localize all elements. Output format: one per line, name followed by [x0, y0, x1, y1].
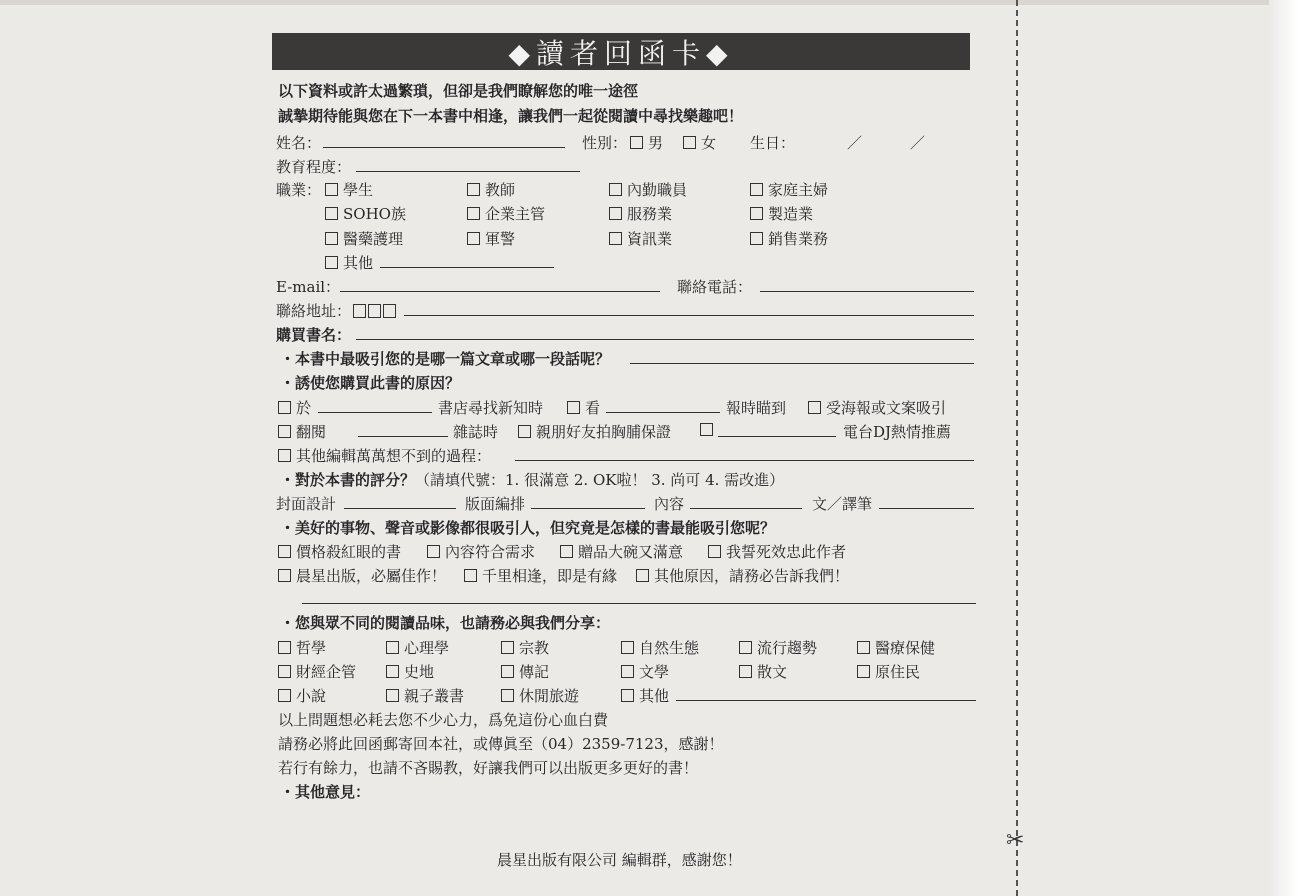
zip-box[interactable]: [353, 304, 366, 318]
rating-cover-label: 封面設計: [276, 495, 337, 513]
appeal-other-field[interactable]: [302, 603, 976, 604]
checkbox-icon[interactable]: [386, 665, 399, 678]
genre-option[interactable]: 文學: [621, 661, 669, 682]
zip-box[interactable]: [368, 304, 381, 318]
closing-line-1: 以上問題想必耗去您不少心力，爲免這份心血白費: [278, 711, 609, 729]
phone-field[interactable]: [760, 291, 974, 292]
appeal-option[interactable]: 內容符合需求: [427, 541, 535, 562]
reason-bookstore[interactable]: 於: [278, 397, 311, 418]
magazine-field[interactable]: [358, 436, 448, 437]
birthday-slash-2: ／: [910, 134, 926, 152]
question-reading-taste: ・您與眾不同的閱讀品味，也請務必與我們分享：: [280, 614, 611, 632]
occupation-option-other[interactable]: 其他: [325, 252, 373, 273]
reason-magazine[interactable]: 翻閱: [278, 421, 326, 442]
checkbox-icon[interactable]: [750, 232, 763, 245]
rating-content-label: 內容: [654, 495, 685, 513]
checkbox-icon[interactable]: [467, 207, 480, 220]
checkbox-icon[interactable]: [278, 641, 291, 654]
genre-option[interactable]: 流行趨勢: [739, 637, 817, 658]
checkbox-icon[interactable]: [857, 641, 870, 654]
reason-radio[interactable]: [700, 421, 718, 439]
occupation-option[interactable]: 學生: [325, 179, 373, 200]
name-field[interactable]: [323, 147, 565, 148]
genre-option[interactable]: 史地: [386, 661, 434, 682]
radio-field[interactable]: [718, 436, 836, 437]
checkbox-icon[interactable]: [739, 641, 752, 654]
reason-friends[interactable]: 親朋好友拍胸脯保證: [518, 421, 671, 442]
page-top-edge: [0, 0, 1299, 5]
genre-option[interactable]: 休閒旅遊: [501, 685, 579, 706]
checkbox-icon[interactable]: [501, 641, 514, 654]
checkbox-icon[interactable]: [700, 423, 713, 436]
page-right-edge: [1269, 0, 1299, 896]
occupation-option[interactable]: 教師: [467, 179, 515, 200]
address-label: 聯絡地址：: [276, 300, 396, 321]
checkbox-icon[interactable]: [609, 183, 622, 196]
genre-option[interactable]: 宗教: [501, 637, 549, 658]
newspaper-field[interactable]: [606, 412, 720, 413]
checkbox-icon[interactable]: [560, 545, 573, 558]
question-most-attractive: ・本書中最吸引您的是哪一篇文章或哪一段話呢？: [280, 350, 611, 368]
checkbox-icon[interactable]: [501, 689, 514, 702]
occupation-option[interactable]: 家庭主婦: [750, 179, 828, 200]
genre-option[interactable]: 醫療保健: [857, 637, 935, 658]
checkbox-icon[interactable]: [278, 689, 291, 702]
checkbox-icon[interactable]: [750, 183, 763, 196]
appeal-option[interactable]: 我誓死效忠此作者: [708, 541, 846, 562]
checkbox-icon[interactable]: [683, 136, 696, 149]
occupation-option[interactable]: 軍警: [467, 228, 515, 249]
checkbox-icon[interactable]: [467, 232, 480, 245]
genre-option[interactable]: 哲學: [278, 637, 326, 658]
checkbox-icon[interactable]: [750, 207, 763, 220]
checkbox-icon[interactable]: [857, 665, 870, 678]
checkbox-icon[interactable]: [467, 183, 480, 196]
genre-option[interactable]: 親子叢書: [386, 685, 464, 706]
reason-other[interactable]: 其他編輯萬萬想不到的過程：: [278, 445, 491, 466]
occupation-option[interactable]: 製造業: [750, 203, 813, 224]
checkbox-icon[interactable]: [386, 689, 399, 702]
genre-option[interactable]: 傳記: [501, 661, 549, 682]
intro-line-2: 誠摯期待能與您在下一本書中相逢，讓我們一起從閱讀中尋找樂趣吧！: [278, 107, 744, 125]
education-label: 教育程度：: [276, 158, 352, 176]
closing-line-2: 請務必將此回函郵寄回本社，或傳眞至（04）2359-7123，感謝！: [278, 735, 724, 753]
occupation-option[interactable]: 資訊業: [609, 228, 672, 249]
occupation-option[interactable]: SOHO族: [325, 203, 406, 224]
occupation-option[interactable]: 服務業: [609, 203, 672, 224]
genre-option[interactable]: 財經企管: [278, 661, 356, 682]
occupation-option[interactable]: 企業主管: [467, 203, 545, 224]
checkbox-icon[interactable]: [739, 665, 752, 678]
checkbox-icon[interactable]: [621, 689, 634, 702]
reason-magazine-text: 雜誌時: [453, 423, 499, 441]
occupation-option[interactable]: 銷售業務: [750, 228, 828, 249]
occupation-label: 職業：: [276, 181, 322, 199]
checkbox-icon[interactable]: [325, 207, 338, 220]
closing-line-3: 若行有餘力，也請不吝賜教，好讓我們可以出版更多更好的書！: [278, 759, 699, 777]
genre-option[interactable]: 小說: [278, 685, 326, 706]
email-label: E-mail：: [276, 278, 341, 296]
birthday-slash-1: ／: [847, 134, 863, 152]
checkbox-icon[interactable]: [501, 665, 514, 678]
appeal-option[interactable]: 千里相逢，即是有緣: [464, 565, 617, 586]
checkbox-icon[interactable]: [325, 256, 338, 269]
occupation-option[interactable]: 內勤職員: [609, 179, 687, 200]
address-field[interactable]: [404, 315, 974, 316]
reason-bookstore-text: 書店尋找新知時: [438, 399, 544, 417]
checkbox-icon[interactable]: [325, 183, 338, 196]
checkbox-icon[interactable]: [518, 425, 531, 438]
reason-newspaper[interactable]: 看: [567, 397, 600, 418]
card-title: ◆讀者回函卡◆: [272, 33, 970, 70]
question-other-comments: ・其他意見：: [280, 783, 371, 801]
checkbox-icon[interactable]: [808, 401, 821, 414]
bookstore-field[interactable]: [318, 412, 432, 413]
most-attractive-field[interactable]: [630, 363, 974, 364]
intro-line-1: 以下資料或許太過繁瑣，但卻是我們瞭解您的唯一途徑: [278, 82, 639, 100]
genre-option-other[interactable]: 其他: [621, 685, 669, 706]
rating-text-field[interactable]: [879, 508, 974, 509]
rating-content-field[interactable]: [690, 508, 802, 509]
gender-male-option[interactable]: 男: [630, 132, 663, 153]
occupation-other-field[interactable]: [380, 267, 554, 268]
checkbox-icon[interactable]: [609, 207, 622, 220]
birthday-label: 生日：: [750, 134, 796, 152]
genre-option[interactable]: 原住民: [857, 661, 920, 682]
question-purchase-reason: ・誘使您購買此書的原因？: [280, 374, 461, 392]
reason-newspaper-text: 報時瞄到: [726, 399, 787, 417]
genre-option[interactable]: 散文: [739, 661, 787, 682]
appeal-option[interactable]: 其他原因，請務必告訴我們！: [636, 565, 849, 586]
email-field[interactable]: [340, 291, 660, 292]
checkbox-icon[interactable]: [278, 425, 291, 438]
book-title-field[interactable]: [356, 339, 974, 340]
checkbox-icon[interactable]: [427, 545, 440, 558]
name-label: 姓名：: [276, 134, 322, 152]
rating-layout-field[interactable]: [531, 508, 645, 509]
checkbox-icon[interactable]: [278, 665, 291, 678]
reason-radio-text: 電台DJ熱情推薦: [843, 423, 952, 441]
gender-label: 性別：: [582, 134, 628, 152]
scissors-icon: ✂: [1006, 828, 1025, 853]
checkbox-icon[interactable]: [567, 401, 580, 414]
appeal-option[interactable]: 價格殺紅眼的書: [278, 541, 401, 562]
zip-box[interactable]: [383, 304, 396, 318]
rating-cover-field[interactable]: [344, 508, 456, 509]
genre-other-field[interactable]: [676, 700, 976, 701]
checkbox-icon[interactable]: [325, 232, 338, 245]
checkbox-icon[interactable]: [636, 569, 649, 582]
checkbox-icon[interactable]: [621, 665, 634, 678]
book-title-label: 購買書名：: [276, 326, 352, 344]
checkbox-icon[interactable]: [278, 401, 291, 414]
checkbox-icon[interactable]: [278, 569, 291, 582]
checkbox-icon[interactable]: [621, 641, 634, 654]
question-book-appeal: ・美好的事物、聲音或影像都很吸引人，但究竟是怎樣的書最能吸引您呢？: [280, 519, 776, 537]
question-rating: ・對於本書的評分？（請填代號：1. 很滿意 2. OK啦！ 3. 尚可 4. 需改進）: [280, 471, 785, 489]
reason-other-field[interactable]: [515, 460, 974, 461]
checkbox-icon[interactable]: [464, 569, 477, 582]
rating-layout-label: 版面編排: [465, 495, 526, 513]
appeal-option[interactable]: 晨星出版，必屬佳作！: [278, 565, 446, 586]
education-field[interactable]: [356, 171, 580, 172]
occupation-option[interactable]: 醫藥護理: [325, 228, 403, 249]
appeal-option[interactable]: 贈品大碗又滿意: [560, 541, 683, 562]
reason-poster[interactable]: 受海報或文案吸引: [808, 397, 946, 418]
checkbox-icon[interactable]: [708, 545, 721, 558]
genre-option[interactable]: 心理學: [386, 637, 449, 658]
genre-option[interactable]: 自然生態: [621, 637, 699, 658]
rating-text-label: 文／譯筆: [812, 495, 873, 513]
cut-line: [1016, 0, 1018, 896]
gender-female-option[interactable]: 女: [683, 132, 716, 153]
checkbox-icon[interactable]: [609, 232, 622, 245]
checkbox-icon[interactable]: [630, 136, 643, 149]
checkbox-icon[interactable]: [386, 641, 399, 654]
footer-thanks: 晨星出版有限公司 編輯群，感謝您！: [497, 851, 742, 869]
phone-label: 聯絡電話：: [677, 278, 753, 296]
checkbox-icon[interactable]: [278, 449, 291, 462]
checkbox-icon[interactable]: [278, 545, 291, 558]
